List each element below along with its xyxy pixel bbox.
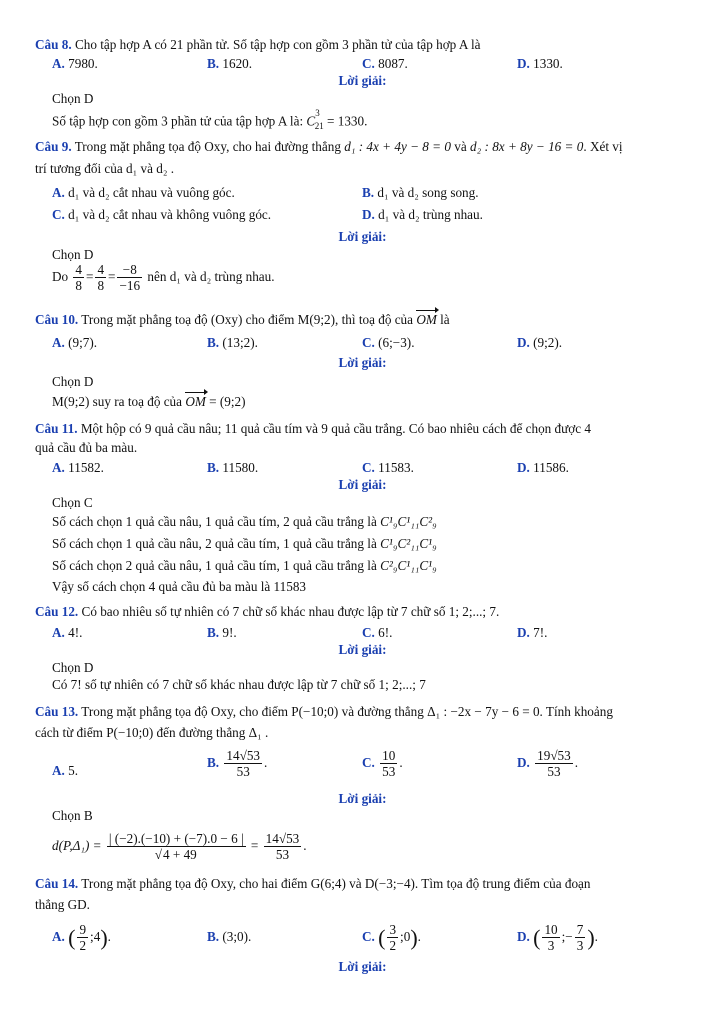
option-d: D. 11586. (517, 460, 569, 475)
option-b: B. 11580. (207, 460, 259, 475)
option-c: C. ( $\frac{3}{2}$ ;0). (362, 922, 421, 954)
question-11: Câu 11. Một hộp có 9 quả cầu nâu; 11 quả cầu tím và 9 quả cầu trắng. Có bao nhiêu cách để chọn được 4 (35, 421, 592, 436)
answer-choice: Chọn D (52, 660, 94, 675)
solution-heading: Lời giải: (338, 73, 387, 88)
option-d: D. 1330. (517, 56, 563, 71)
option-d: D. ( $\frac{10}{3}$ ;− $\frac{7}{3}$ ). (517, 922, 598, 954)
option-c: C. $\frac{10}{53}$ . (362, 748, 403, 780)
explanation-line: Số cách chọn 1 quả cầu nâu, 2 quả cầu tím, 1 quả cầu trắng là C¹₉C²₁₁C¹₉ (52, 536, 437, 551)
question-12: Câu 12. Có bao nhiêu số tự nhiên có 7 chữ số khác nhau được lập từ 7 chữ số 1; 2;...; 7. (35, 604, 500, 619)
question-text: Cho tập hợp A có 21 phần tử. Số tập hợp con gồm 3 phần tử của tập hợp A là (74, 37, 481, 52)
question-text-cont: thẳng GD. (35, 897, 90, 912)
option-c: C. (6;−3). (362, 335, 415, 350)
option-a: A. (9;7). (52, 335, 98, 350)
explanation: Số tập hợp con gồm 3 phần tử của tập hợp A là: $C^3_{21} = 1330$. (52, 108, 368, 132)
question-text-cont: trí tương đối của d₁ và d₂ . (35, 161, 175, 176)
question-label: Câu 8. (35, 37, 72, 52)
answer-choice: Chọn D (52, 247, 94, 262)
answer-choice: Chọn D (52, 374, 94, 389)
explanation: d(P,Δ₁) = $\frac{| (-2).(-10) + (-7).0 - 6 |}{√4 + 49}$ = $\frac{14√53}{53}$ . (52, 831, 307, 863)
explanation: Có 7! số tự nhiên có 7 chữ số khác nhau được lập từ 7 chữ số 1; 2;...; 7 (52, 677, 426, 692)
solution-heading: Lời giải: (338, 229, 387, 244)
answer-choice: Chọn C (52, 495, 93, 510)
option-a: A. 7980. (52, 56, 98, 71)
question-text-cont: cách từ điểm P(−10;0) đến đường thẳng Δ₁ . (35, 725, 269, 740)
option-d: D. $\frac{19√53}{53}$ . (517, 748, 579, 780)
option-c: C. 6!. (362, 625, 393, 640)
question-13: Câu 13. Trong mặt phẳng tọa độ Oxy, cho điểm P(−10;0) và đường thẳng Δ₁ : −2x − 7y − 6 = 0. Tính khoảng (35, 704, 613, 719)
option-b: B. (13;2). (207, 335, 258, 350)
option-b: B. d₁ và d₂ song song. (362, 185, 479, 200)
option-b: B. (3;0). (207, 929, 252, 944)
solution-heading: Lời giải: (338, 477, 387, 492)
answer-choice: Chọn D (52, 91, 94, 106)
question-14: Câu 14. Trong mặt phẳng tọa độ Oxy, cho hai điểm G(6;4) và D(−3;−4). Tìm tọa độ trung điểm của đoạn (35, 876, 591, 891)
option-d: D. 7!. (517, 625, 548, 640)
option-a: A. 5. (52, 763, 79, 778)
solution-heading: Lời giải: (338, 642, 387, 657)
question-8 (35, 36, 480, 54)
option-d: D. (9;2). (517, 335, 563, 350)
explanation-line: Số cách chọn 2 quả cầu nâu, 1 quả cầu tím, 1 quả cầu trắng là C²₉C¹₁₁C¹₉ (52, 558, 437, 573)
option-a: A. ( $\frac{9}{2}$ ;4). (52, 922, 111, 954)
solution-heading: Lời giải: (338, 959, 387, 974)
explanation: Do $\frac{4}{8}$ = $\frac{4}{8}$ = $\frac{-8}{-16}$ nên d₁ và d₂ trùng nhau. (52, 262, 275, 294)
solution-heading: Lời giải: (338, 791, 387, 806)
option-a: A. d₁ và d₂ cắt nhau và vuông góc. (52, 185, 235, 200)
explanation: M(9;2) suy ra toạ độ của OM = (9;2) (52, 394, 246, 409)
question-10: Câu 10. Trong mặt phẳng toạ độ (Oxy) cho điểm M(9;2), thì toạ độ của OM là (35, 312, 450, 327)
explanation-line: Vậy số cách chọn 4 quả cầu đủ ba màu là 11583 (52, 579, 307, 594)
option-b: B. $\frac{14√53}{53}$ . (207, 748, 268, 780)
question-9: Câu 9. Trong mặt phẳng tọa độ Oxy, cho hai đường thẳng d₁ : 4x + 4y − 8 = 0 và d₂ : 8x + 8y − 16 = 0. Xét vị (35, 139, 623, 154)
option-b: B. 9!. (207, 625, 237, 640)
answer-choice: Chọn B (52, 808, 93, 823)
option-a: A. 11582. (52, 460, 104, 475)
option-b: B. 1620. (207, 56, 253, 71)
solution-heading: Lời giải: (338, 355, 387, 370)
explanation-line: Số cách chọn 1 quả cầu nâu, 1 quả cầu tím, 2 quả cầu trắng là C¹₉C¹₁₁C²₉ (52, 514, 437, 529)
option-c: C. 8087. (362, 56, 408, 71)
option-d: D. d₁ và d₂ trùng nhau. (362, 207, 483, 222)
option-a: A. 4!. (52, 625, 83, 640)
question-text-cont: quả cầu đủ ba màu. (35, 440, 138, 455)
option-c: C. 11583. (362, 460, 414, 475)
option-c: C. d₁ và d₂ cắt nhau và không vuông góc. (52, 207, 272, 222)
